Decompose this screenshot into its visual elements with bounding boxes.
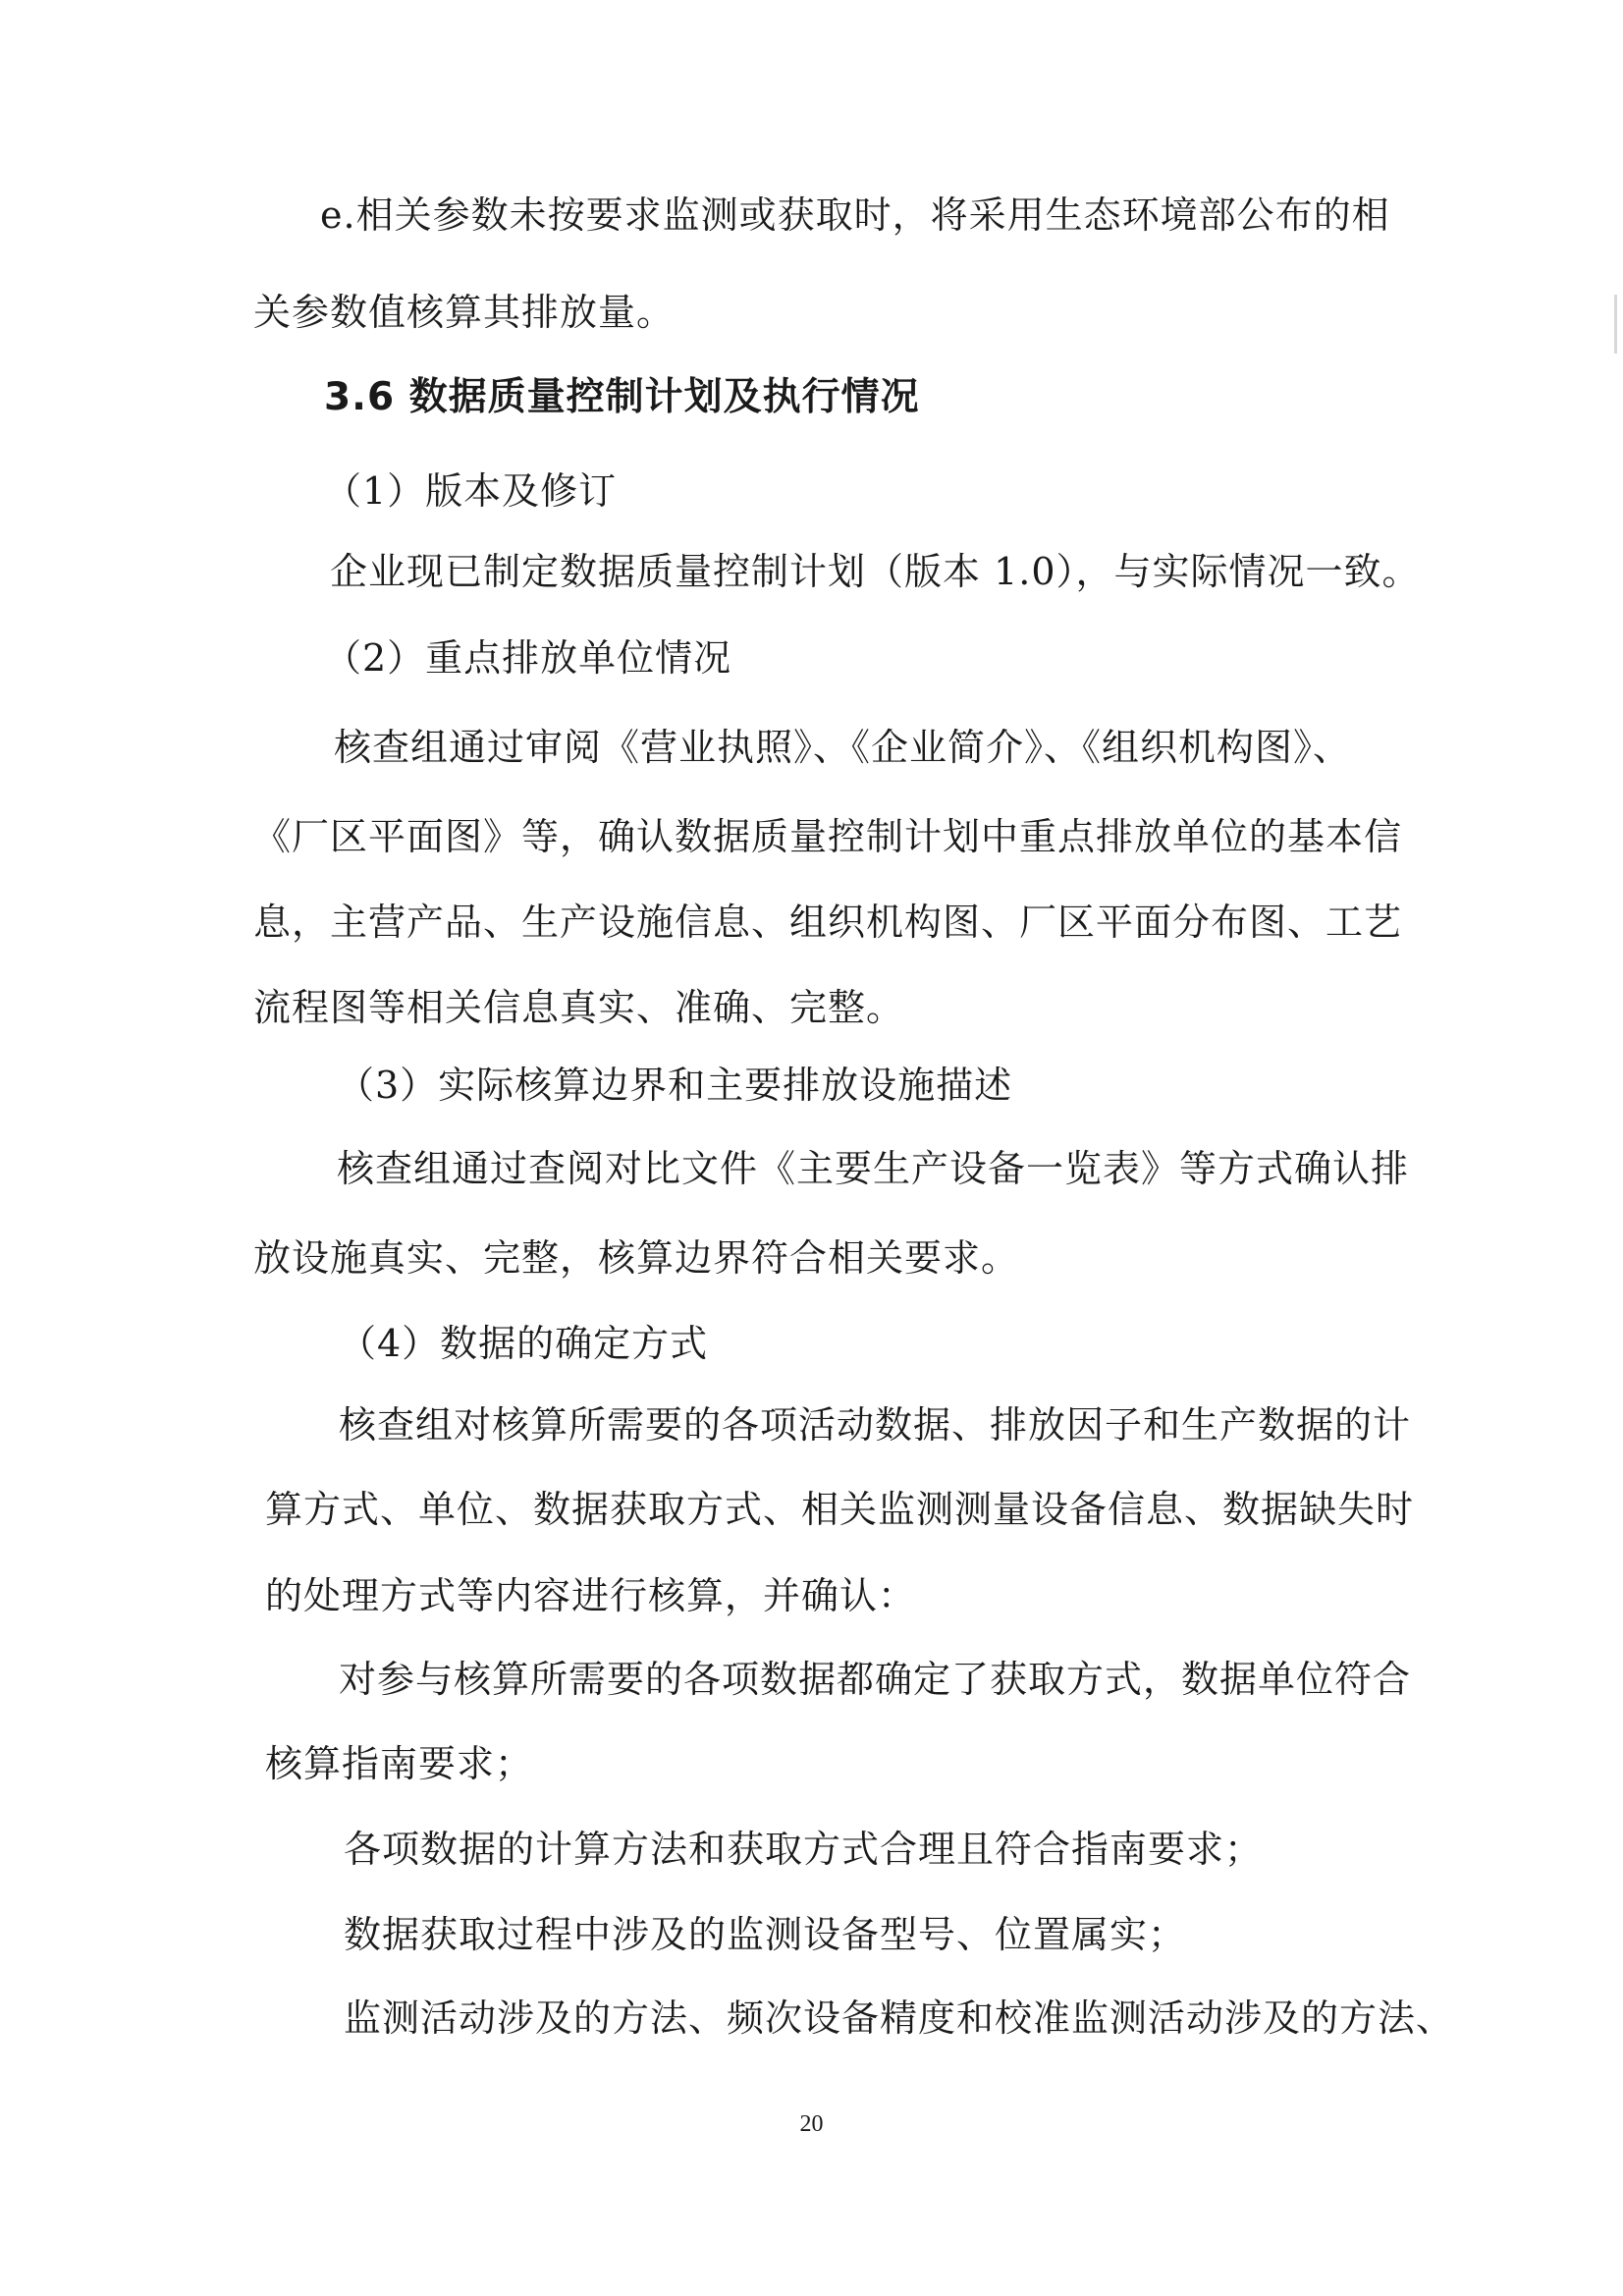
- paragraph-e-line-2: 关参数值核算其排放量。: [253, 291, 676, 334]
- paragraph-e-line-1: e.相关参数未按要求监测或获取时，将采用生态环境部公布的相: [320, 193, 1390, 237]
- section-heading: 3.6 数据质量控制计划及执行情况: [324, 375, 920, 419]
- subsection-3-line-1: 核查组通过查阅对比文件《主要生产设备一览表》等方式确认排: [337, 1147, 1410, 1190]
- subsection-4-item-1-line-2: 核算指南要求；: [265, 1742, 534, 1785]
- subsection-4-item-3: 数据获取过程中涉及的监测设备型号、位置属实；: [344, 1913, 1187, 1956]
- subsection-4-line-2: 算方式、单位、数据获取方式、相关监测测量设备信息、数据缺失时: [265, 1488, 1415, 1531]
- subsection-4-item-1-line-1: 对参与核算所需要的各项数据都确定了获取方式，数据单位符合: [339, 1658, 1412, 1701]
- scan-edge-mark: [1614, 295, 1617, 354]
- subsection-1-title: （1）版本及修订: [324, 469, 618, 513]
- subsection-2-line-4: 流程图等相关信息真实、准确、完整。: [253, 986, 905, 1029]
- subsection-4-line-1: 核查组对核算所需要的各项活动数据、排放因子和生产数据的计: [339, 1403, 1412, 1447]
- subsection-3-title: （3）实际核算边界和主要排放设施描述: [337, 1064, 1013, 1107]
- subsection-4-title: （4）数据的确定方式: [339, 1322, 709, 1365]
- subsection-2-line-2: 《厂区平面图》等，确认数据质量控制计划中重点排放单位的基本信: [253, 815, 1403, 858]
- subsection-4-item-4-line-1: 监测活动涉及的方法、频次设备精度和校准监测活动涉及的方法、: [344, 1996, 1455, 2040]
- subsection-2-line-3: 息，主营产品、生产设施信息、组织机构图、厂区平面分布图、工艺: [253, 901, 1403, 944]
- subsection-1-body: 企业现已制定数据质量控制计划（版本 1.0），与实际情况一致。: [330, 550, 1421, 593]
- subsection-4-line-3: 的处理方式等内容进行核算，并确认：: [265, 1574, 917, 1617]
- subsection-3-line-2: 放设施真实、完整，核算边界符合相关要求。: [253, 1236, 1020, 1280]
- subsection-2-title: （2）重点排放单位情况: [324, 636, 732, 680]
- subsection-4-item-2: 各项数据的计算方法和获取方式合理且符合指南要求；: [344, 1828, 1264, 1871]
- subsection-2-line-1: 核查组通过审阅《营业执照》、《企业简介》、《组织机构图》、: [334, 726, 1352, 769]
- page-number: 20: [799, 2111, 824, 2137]
